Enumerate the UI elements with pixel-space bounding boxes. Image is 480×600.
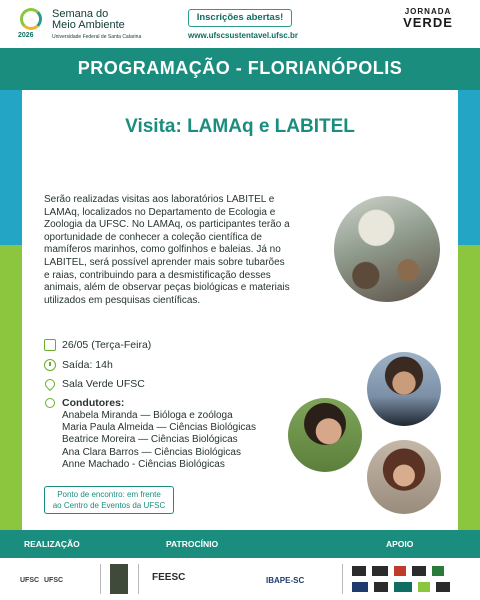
support-logo-icon — [374, 582, 388, 592]
conductor-photo-2 — [288, 398, 362, 472]
footer-divider — [100, 564, 101, 594]
sponsor-feesc: FEESC — [152, 572, 186, 583]
brand-line1: Semana do — [52, 8, 109, 20]
event-logo-icon — [20, 8, 42, 30]
calendar-icon — [44, 339, 56, 351]
right-stripe-green — [458, 245, 480, 530]
event-date — [44, 339, 151, 351]
footer-divider — [342, 564, 343, 594]
conductor-item: Ana Clara Barros — Ciências Biológicas — [62, 446, 241, 458]
support-logo-icon — [372, 566, 388, 576]
sponsor-footer — [0, 558, 480, 600]
partner-top: JORNADA — [404, 7, 452, 16]
sponsor-ufsc-1: UFSC — [20, 577, 40, 584]
meeting-point-line1: Ponto de encontro: em frente — [57, 490, 161, 499]
logo-year: 2026 — [18, 32, 34, 39]
support-logo-icon — [352, 582, 368, 592]
conductor-item: Anabela Miranda — Bióloga e zoóloga — [62, 410, 233, 421]
lab-visit-photo — [334, 196, 440, 302]
support-logo-icon — [432, 566, 444, 576]
registration-badge[interactable]: Inscrições abertas! — [188, 9, 292, 27]
sponsor-emblem-icon — [110, 564, 128, 594]
time-text: Saída: 14h — [62, 359, 113, 371]
conductor-photo-1 — [367, 352, 441, 426]
conductor-photo-3 — [367, 440, 441, 514]
brand-line2: Meio Ambiente — [52, 19, 125, 31]
event-description: Serão realizadas visitas aos laboratórios LABITEL e LAMAq, localizados no Departamento de Ecologia e Zoologia da UFSC. No LAMAq, os participantes terão a oportunidade de conhecer a coleção científica de mamíferos marinhos, como golfinhos e baleias. Já no LABITEL, será possível aprender mais sobre tubarões e raias, contribuindo para a desmistificação desses animais, além de observar peças biológicas e materiais utilizados em pesquisas científicas. — [44, 194, 290, 306]
conductors-heading — [44, 397, 124, 409]
lightbulb-icon — [45, 398, 55, 408]
event-location — [44, 378, 145, 390]
support-logo-icon — [436, 582, 450, 592]
header — [0, 0, 480, 48]
date-text: 26/05 (Terça-Feira) — [62, 339, 152, 351]
location-pin-icon — [43, 377, 57, 391]
conductor-item: Anne Machado - Ciências Biológicas — [62, 458, 225, 470]
support-logo-icon — [352, 566, 366, 576]
event-title: Visita: LAMAq e LABITEL — [125, 116, 355, 137]
patrocinio-label: PATROCÍNIO — [166, 539, 219, 549]
footer-divider — [138, 564, 139, 594]
meeting-point-line2: ao Centro de Eventos da UFSC — [52, 501, 166, 510]
apoio-label: APOIO — [386, 539, 414, 549]
location-text: Sala Verde UFSC — [62, 378, 145, 390]
support-logo-icon — [412, 566, 426, 576]
brand — [52, 9, 141, 43]
brand-sub: Universidade Federal de Santa Catarina — [52, 34, 142, 40]
registration-link[interactable]: www.ufscsustentavel.ufsc.br — [188, 31, 298, 40]
support-logo-icon — [418, 582, 430, 592]
conductors-list — [62, 410, 256, 471]
realizacao-label: REALIZAÇÃO — [24, 539, 80, 549]
partner-main: VERDE — [403, 15, 453, 30]
partner-logo — [398, 7, 458, 29]
event-time — [44, 359, 113, 371]
clock-icon — [44, 359, 56, 371]
program-title: PROGRAMAÇÃO - FLORIANÓPOLIS — [77, 58, 403, 78]
sponsor-ibape: IBAPE-SC — [266, 576, 305, 585]
support-logo-icon — [394, 582, 412, 592]
support-logo-icon — [394, 566, 406, 576]
conductor-item: Beatrice Moreira — Ciências Biológicas — [62, 434, 238, 446]
left-stripe-green — [0, 245, 22, 530]
sponsor-ufsc-2: UFSC — [44, 577, 64, 584]
conductors-label: Condutores: — [62, 397, 125, 409]
meeting-point-box — [44, 486, 174, 514]
conductor-item: Maria Paula Almeida — Ciências Biológicas — [62, 422, 256, 434]
